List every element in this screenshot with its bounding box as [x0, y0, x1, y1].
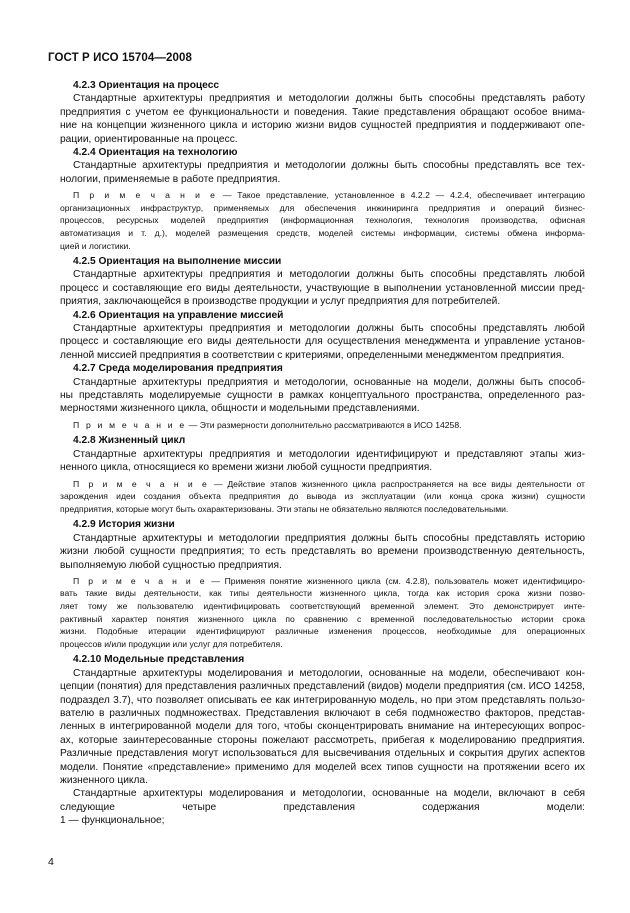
paragraph-line: процесс и составляющие его виды деятельности для осуществления менеджмента и управление установ- — [60, 336, 585, 348]
note-line: организационных инфраструктур, применяемых для обеспечения инжиниринга предприятия и операций бизнес- — [60, 202, 585, 213]
paragraph-line: Стандартные архитектуры предприятия и методологии идентифицируют и представляют этапы жиз- — [73, 448, 585, 460]
paragraph-line: жизни любой сущности предприятия; то есть представлять во времени производственную деятельность, — [60, 546, 585, 558]
paragraph — [60, 268, 585, 308]
note-line: П р и м е ч а н и е — Действие этапов жизненного цикла распространяется на все виды деятельности от — [73, 478, 585, 489]
note-line: рактивный характер понятия жизненного цикла по сравнению с временной последовательностью истории срока — [60, 613, 585, 624]
paragraph-line: Стандартные архитектуры и методологии предприятия должны быть способны представлять историю — [73, 532, 585, 544]
paragraph-line: Стандартные архитектуры предприятия и методологии, основанные на модели, должны быть способ- — [73, 376, 585, 388]
page-number: 4 — [48, 856, 54, 868]
paragraph-line: следующие четыре представления содержания модели: — [60, 801, 585, 813]
paragraph-line: ны представлять моделируемые сущности в рамках концептуального пространства, определенного раз- — [60, 390, 585, 401]
note-label: П р и м е ч а н и е — [73, 575, 207, 586]
paragraph — [60, 92, 585, 146]
paragraph-line: процесс и составляющие его виды деятельности, участвующие в выполнении установленной миссии пред- — [60, 282, 585, 294]
note-line: процессов и/или продукции или услуг для потребителя. — [60, 638, 283, 649]
note-line: автоматизация и т. д.), моделей размещения средств, моделей системы информации, системы обмена информа- — [60, 227, 585, 238]
note-block — [60, 478, 585, 516]
note-line: зарождения идеи создания объекта предприятия до вывода из эксплуатации (или конца срока жизни) сущности — [60, 491, 585, 502]
paragraph — [60, 787, 585, 827]
paragraph-line: мерностями жизненного цикла, общности и модельными представлениями. — [60, 403, 420, 415]
paragraph-line: жизненного цикла. — [60, 774, 148, 786]
paragraph-line: модели. Понятие «представление» применимо для моделей всех типов сущности на протяжении всего их — [60, 761, 585, 773]
section-heading: 4.2.4 Ориентация на технологию — [73, 146, 238, 158]
paragraph — [60, 667, 585, 788]
paragraph-line: нологии, применяемые в работе предприятия. — [60, 173, 281, 185]
note-label: П р и м е ч а н и е — [73, 478, 209, 489]
note-label: П р и м е ч а н и е — [73, 190, 218, 201]
paragraph-line: Стандартные архитектуры предприятия и методологии должны быть способны представлять работу — [73, 93, 585, 105]
section-heading: 4.2.8 Жизненный цикл — [73, 435, 186, 447]
section-heading: 4.2.6 Ориентация на управление миссией — [73, 309, 284, 321]
paragraph-line: 1 — функциональное; — [60, 815, 165, 827]
section-heading: 4.2.3 Ориентация на процесс — [73, 80, 220, 91]
paragraph-line: выполняемую любой сущностью предприятия. — [60, 559, 282, 571]
paragraph-line: ленных в интегрированной модели для того, чтобы сконцентрировать внимание на интересующих вопрос- — [60, 721, 585, 733]
paragraph-line: Стандартные архитектуры предприятия и методологии должны быть способны представлять любой — [73, 269, 585, 281]
paragraph-line: ленной миссией предприятия в соответствии с критериями, определенными менеджментом предприятия. — [60, 349, 565, 361]
paragraph — [60, 376, 585, 416]
note-block — [60, 575, 585, 651]
paragraph — [60, 448, 585, 475]
paragraph-line: предприятия с учетом ее функциональности и поведения. Такие представления обращают особое внима- — [60, 106, 585, 118]
running-header: ГОСТ Р ИСО 15704—2008 — [48, 52, 193, 64]
paragraph-line: Стандартные архитектуры предприятия и методологии должны быть способны представлять любой — [73, 323, 585, 335]
paragraph-line: ах, которые заинтересованные стороны пожелают рассмотреть, прибегая к моделированию предприятия. — [60, 734, 585, 746]
note-block — [60, 189, 585, 252]
paragraph-line: Различные представления могут использоваться для высвечивания отдельных и сокрытия других аспектов — [60, 748, 585, 760]
note-line: П р и м е ч а н и е — Эти размерности дополнительно рассматриваются в ИСО 14258. — [73, 419, 462, 430]
paragraph-line: цепции (понятия) для представления различных представлений (видов) модели предприятия (см. ИСО 14258, — [60, 681, 585, 693]
note-line: цией и логистики. — [60, 240, 131, 251]
note-block — [60, 419, 585, 432]
note-line: вать такие виды деятельности, как типы деятельности жизненного цикла, тогда как история срока жизни позво- — [60, 588, 585, 599]
paragraph-line: рации, ориентированные на процесс. — [60, 133, 238, 145]
note-label: П р и м е ч а н и е — [73, 419, 187, 430]
note-line: предприятия, которые могут быть охарактеризованы. Эти этапы не обязательно являются последовательными. — [60, 503, 509, 514]
section-heading: 4.2.9 История жизни — [73, 519, 175, 531]
paragraph — [60, 322, 585, 362]
section-heading: 4.2.7 Среда моделирования предприятия — [73, 363, 283, 375]
document-body — [60, 79, 585, 828]
paragraph-line: Стандартные архитектуры предприятия и методологии должны быть способны представлять все тех- — [73, 160, 585, 172]
note-line: процессов, ресурсных моделей предприятия (информационная технология, технология производства, офисная — [60, 215, 585, 226]
section-heading: 4.2.10 Модельные представления — [73, 654, 245, 666]
paragraph-line: подраздел 3.7), что позволяет описывать ее как интегрированную модель, но при этом представлять пользо- — [60, 694, 585, 706]
paragraph-line: Стандартные архитектуры моделирования и методологии, основанные на модели, обеспечивают кон- — [73, 667, 585, 679]
section-heading: 4.2.5 Ориентация на выполнение миссии — [73, 256, 282, 268]
note-line: жизни. Подобные итерации идентифицируют различные изменения процессов, необходимые для операционных — [60, 626, 585, 637]
paragraph-line: ние на концепции жизненного цикла и историю жизни видов сущностей предприятия и поддерживают опе- — [60, 120, 585, 132]
paragraph — [60, 532, 585, 572]
paragraph-line: ненного цикла, относящиеся ко времени жизни любой сущности предприятия. — [60, 462, 433, 474]
paragraph — [60, 159, 585, 186]
note-line: ляет тому же пользователю идентифицировать соответствующий временной элемент. Это демонстрирует инте- — [60, 601, 585, 612]
note-line: П р и м е ч а н и е — Такое представление, установленное в 4.2.2 — 4.2.4, обеспечивает интеграцию — [73, 190, 585, 201]
note-line: П р и м е ч а н и е — Применяя понятие жизненного цикла (см. 4.2.8), пользователь может идентифициро- — [73, 575, 585, 586]
paragraph-line: приятия, заключающейся в производстве продукции и услуг предприятия для потребителей. — [60, 296, 501, 308]
paragraph-line: вателю в различных подмножествах. Представления включают в себя подмножество факторов, представ- — [60, 708, 585, 720]
paragraph-line: Стандартные архитектуры моделирования и методологии, основанные на модели, включают в себя — [73, 788, 585, 800]
